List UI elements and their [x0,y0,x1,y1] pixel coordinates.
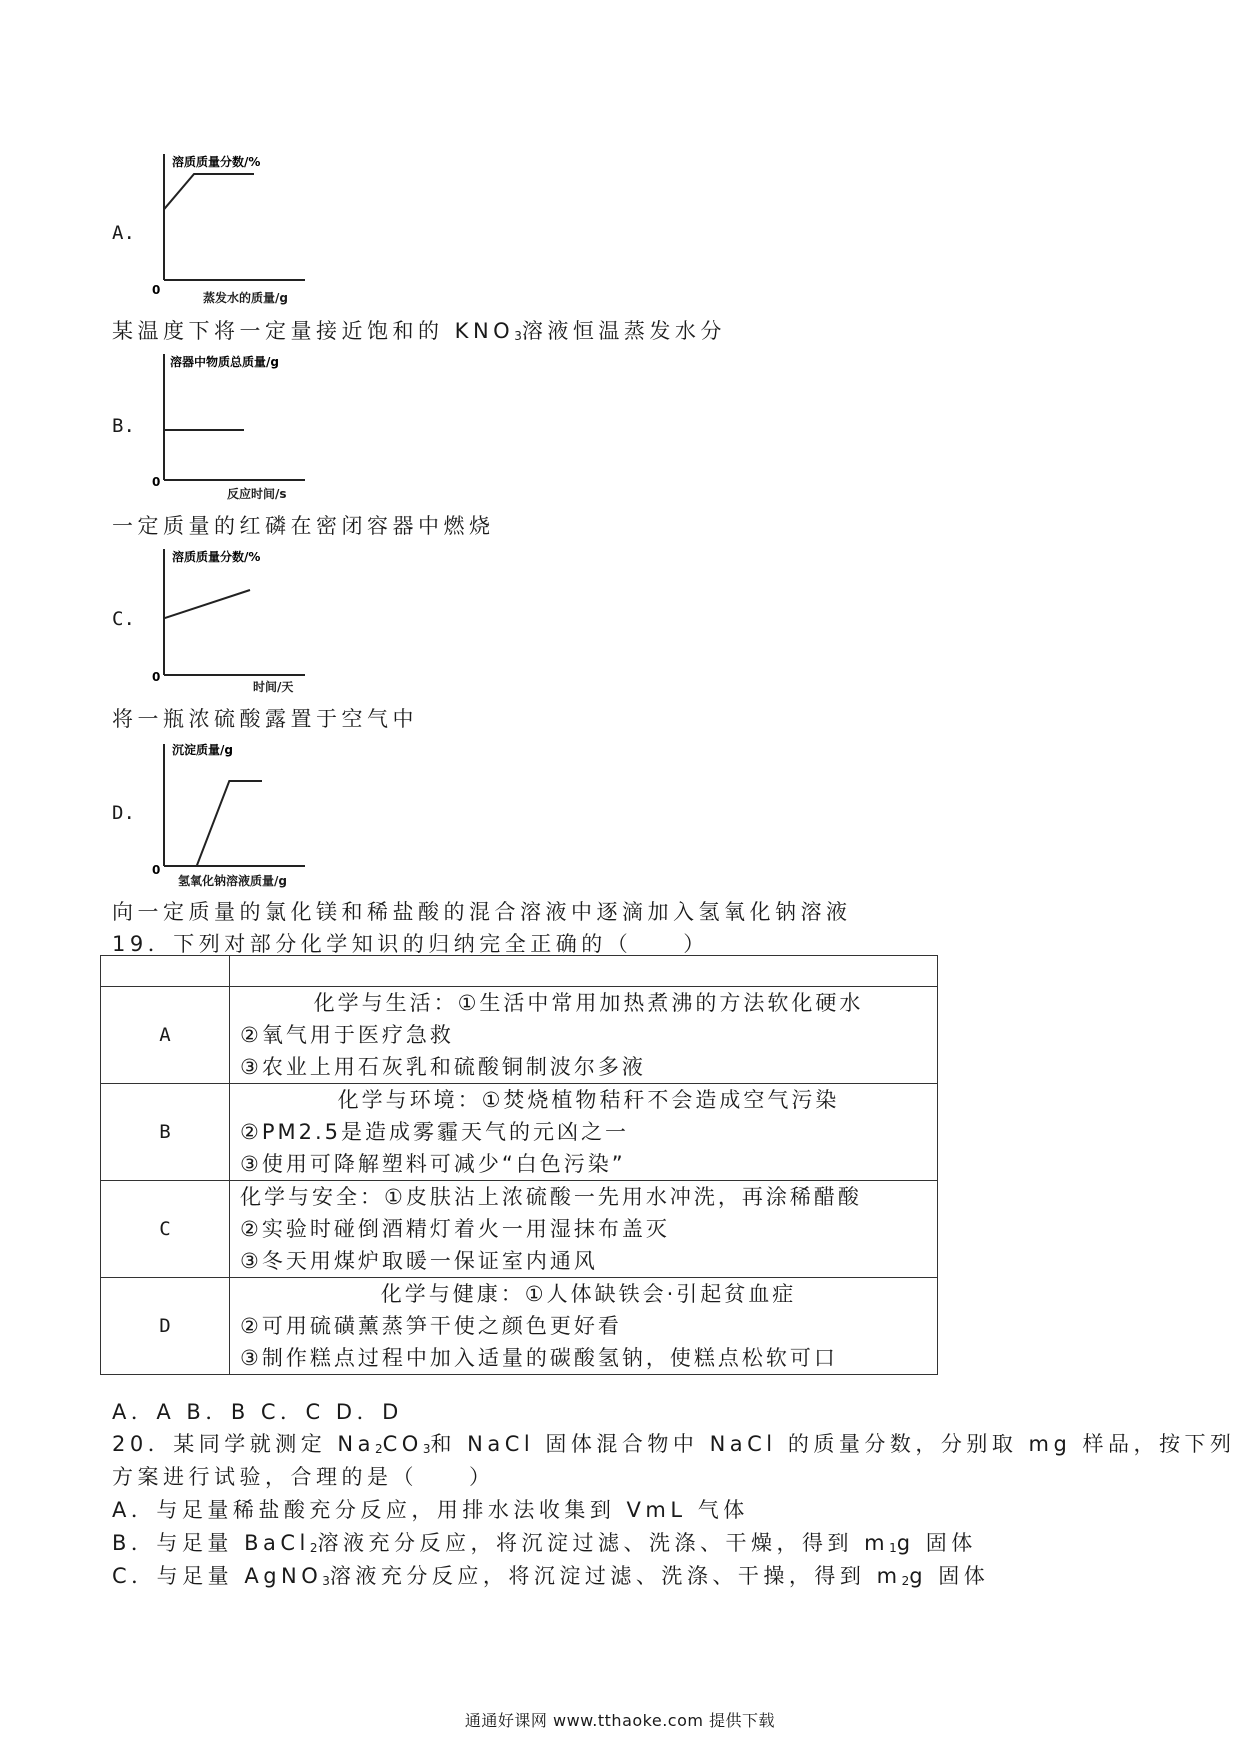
option-a-label: A. [112,222,135,244]
q20-stem-line2: 方案进行试验，合理的是（ ） [112,1465,495,1489]
option-c-label: C. [112,608,135,630]
q20-option-c-sub: 2 [901,1574,910,1588]
option-b-label: B. [112,415,135,437]
table-header-row [101,956,938,987]
q20-stem-line1 [112,1428,1235,1458]
q20-stem-sub: 3 [422,1442,431,1456]
chart-d-series-line [164,781,262,866]
row-content [230,987,938,1084]
chart-a-svg [150,148,310,298]
chart-d-origin: 0 [152,863,161,877]
row-key: D [101,1278,230,1375]
q20-option-b-text: B．与足量 BaCl [112,1531,310,1555]
chart-c [150,545,310,685]
q20-option-b-text: 溶液充分反应，将沉淀过滤、洗涤、干燥，得到 m [317,1531,890,1555]
q20-option-b-sub: 2 [309,1541,318,1555]
chart-c-origin: 0 [152,670,161,684]
chart-d-xlabel: 氢氧化钠溶液质量/g [178,874,287,888]
table-row [101,1084,938,1181]
row-key: C [101,1181,230,1278]
chart-b-origin: 0 [152,475,161,489]
chart-b-svg [150,350,310,490]
chart-a-xlabel: 蒸发水的质量/g [203,291,288,305]
q20-option-b-text: g 固体 [896,1531,977,1555]
table-row [101,987,938,1084]
row-key: A [101,987,230,1084]
chart-c-svg [150,545,310,685]
row-line: ②PM2.5是造成雾霾天气的元凶之一 [240,1120,630,1144]
caption-a-text-2: 溶液恒温蒸发水分 [521,319,726,343]
table-header-cell [230,956,938,987]
q20-option-b [112,1527,977,1557]
row-line: ②实验时碰倒酒精灯着火一用湿抹布盖灭 [240,1217,670,1241]
q20-stem-sub: 2 [374,1442,383,1456]
chart-a [150,148,310,298]
q19-stem: 19．下列对部分化学知识的归纳完全正确的（ ） [112,932,709,956]
option-c-caption: 将一瓶浓硫酸露置于空气中 [112,707,418,731]
row-line: ③制作糕点过程中加入适量的碳酸氢钠，使糕点松软可口 [240,1346,838,1370]
row-content [230,1181,938,1278]
option-a-caption [112,315,726,345]
row-line: ②氧气用于医疗急救 [240,1023,454,1047]
row-line: ②可用硫磺薰蒸笋干使之颜色更好看 [240,1314,622,1338]
chart-c-ylabel: 溶质质量分数/% [172,550,261,564]
caption-a-sub: 3 [514,329,522,343]
table-row [101,1181,938,1278]
chart-d [150,740,310,880]
row-content [230,1084,938,1181]
q20-option-b-sub: 1 [889,1541,897,1555]
option-b-caption: 一定质量的红磷在密闭容器中燃烧 [112,514,495,538]
chart-c-series-line [164,590,250,618]
row-content [230,1278,938,1375]
chart-b-ylabel: 溶器中物质总质量/g [170,355,279,369]
q20-option-c-text: 溶液充分反应，将沉淀过滤、洗涤、干操，得到 m [329,1564,902,1588]
option-d-caption: 向一定质量的氯化镁和稀盐酸的混合溶液中逐滴加入氢氧化钠溶液 [112,900,852,924]
row-line: ③农业上用石灰乳和硫酸铜制波尔多液 [240,1055,646,1079]
caption-a-text: 某温度下将一定量接近饱和的 KNO [112,319,515,343]
q19-options: A．A B．B C．C D．D [112,1400,403,1424]
page-footer: 通通好课网 www.tthaoke.com 提供下载 [464,1711,776,1730]
row-key: B [101,1084,230,1181]
chart-d-svg [150,740,310,880]
q20-option-c-sub: 3 [322,1574,330,1588]
chart-b [150,350,310,490]
q20-option-a: A．与足量稀盐酸充分反应，用排水法收集到 VmL 气体 [112,1498,749,1522]
q20-stem-text: 20．某同学就测定 Na [112,1432,375,1456]
chart-c-xlabel: 时间/天 [253,680,294,694]
chart-d-ylabel: 沉淀质量/g [172,743,233,757]
q20-option-c [112,1560,989,1590]
table-header-cell [101,956,230,987]
row-line: 化学与环境：①焚烧植物秸秆不会造成空气污染 [337,1088,840,1112]
table-row [101,1278,938,1375]
q20-option-c-text: g 固体 [909,1564,990,1588]
chart-b-xlabel: 反应时间/s [227,487,287,501]
q20-stem-text: CO [382,1432,423,1456]
row-line: 化学与安全：①皮肤沾上浓硫酸一先用水冲洗，再涂稀醋酸 [240,1185,862,1209]
row-line: 化学与生活：①生活中常用加热煮沸的方法软化硬水 [313,991,864,1015]
chart-a-series-line [164,174,254,209]
row-line: ③使用可降解塑料可减少“白色污染” [240,1152,626,1176]
chart-a-origin: 0 [152,283,161,297]
option-d-label: D. [112,802,135,824]
row-line: ③冬天用煤炉取暖一保证室内通风 [240,1249,598,1273]
row-line: 化学与健康：①人体缺铁会·引起贫血症 [380,1282,797,1306]
q20-stem-text: 和 NaCl 固体混合物中 NaCl 的质量分数，分别取 mg 样品，按下列 [430,1432,1236,1456]
chart-a-ylabel: 溶质质量分数/% [172,155,261,169]
q19-table [100,955,938,1375]
q20-option-c-text: C．与足量 AgNO [112,1564,323,1588]
